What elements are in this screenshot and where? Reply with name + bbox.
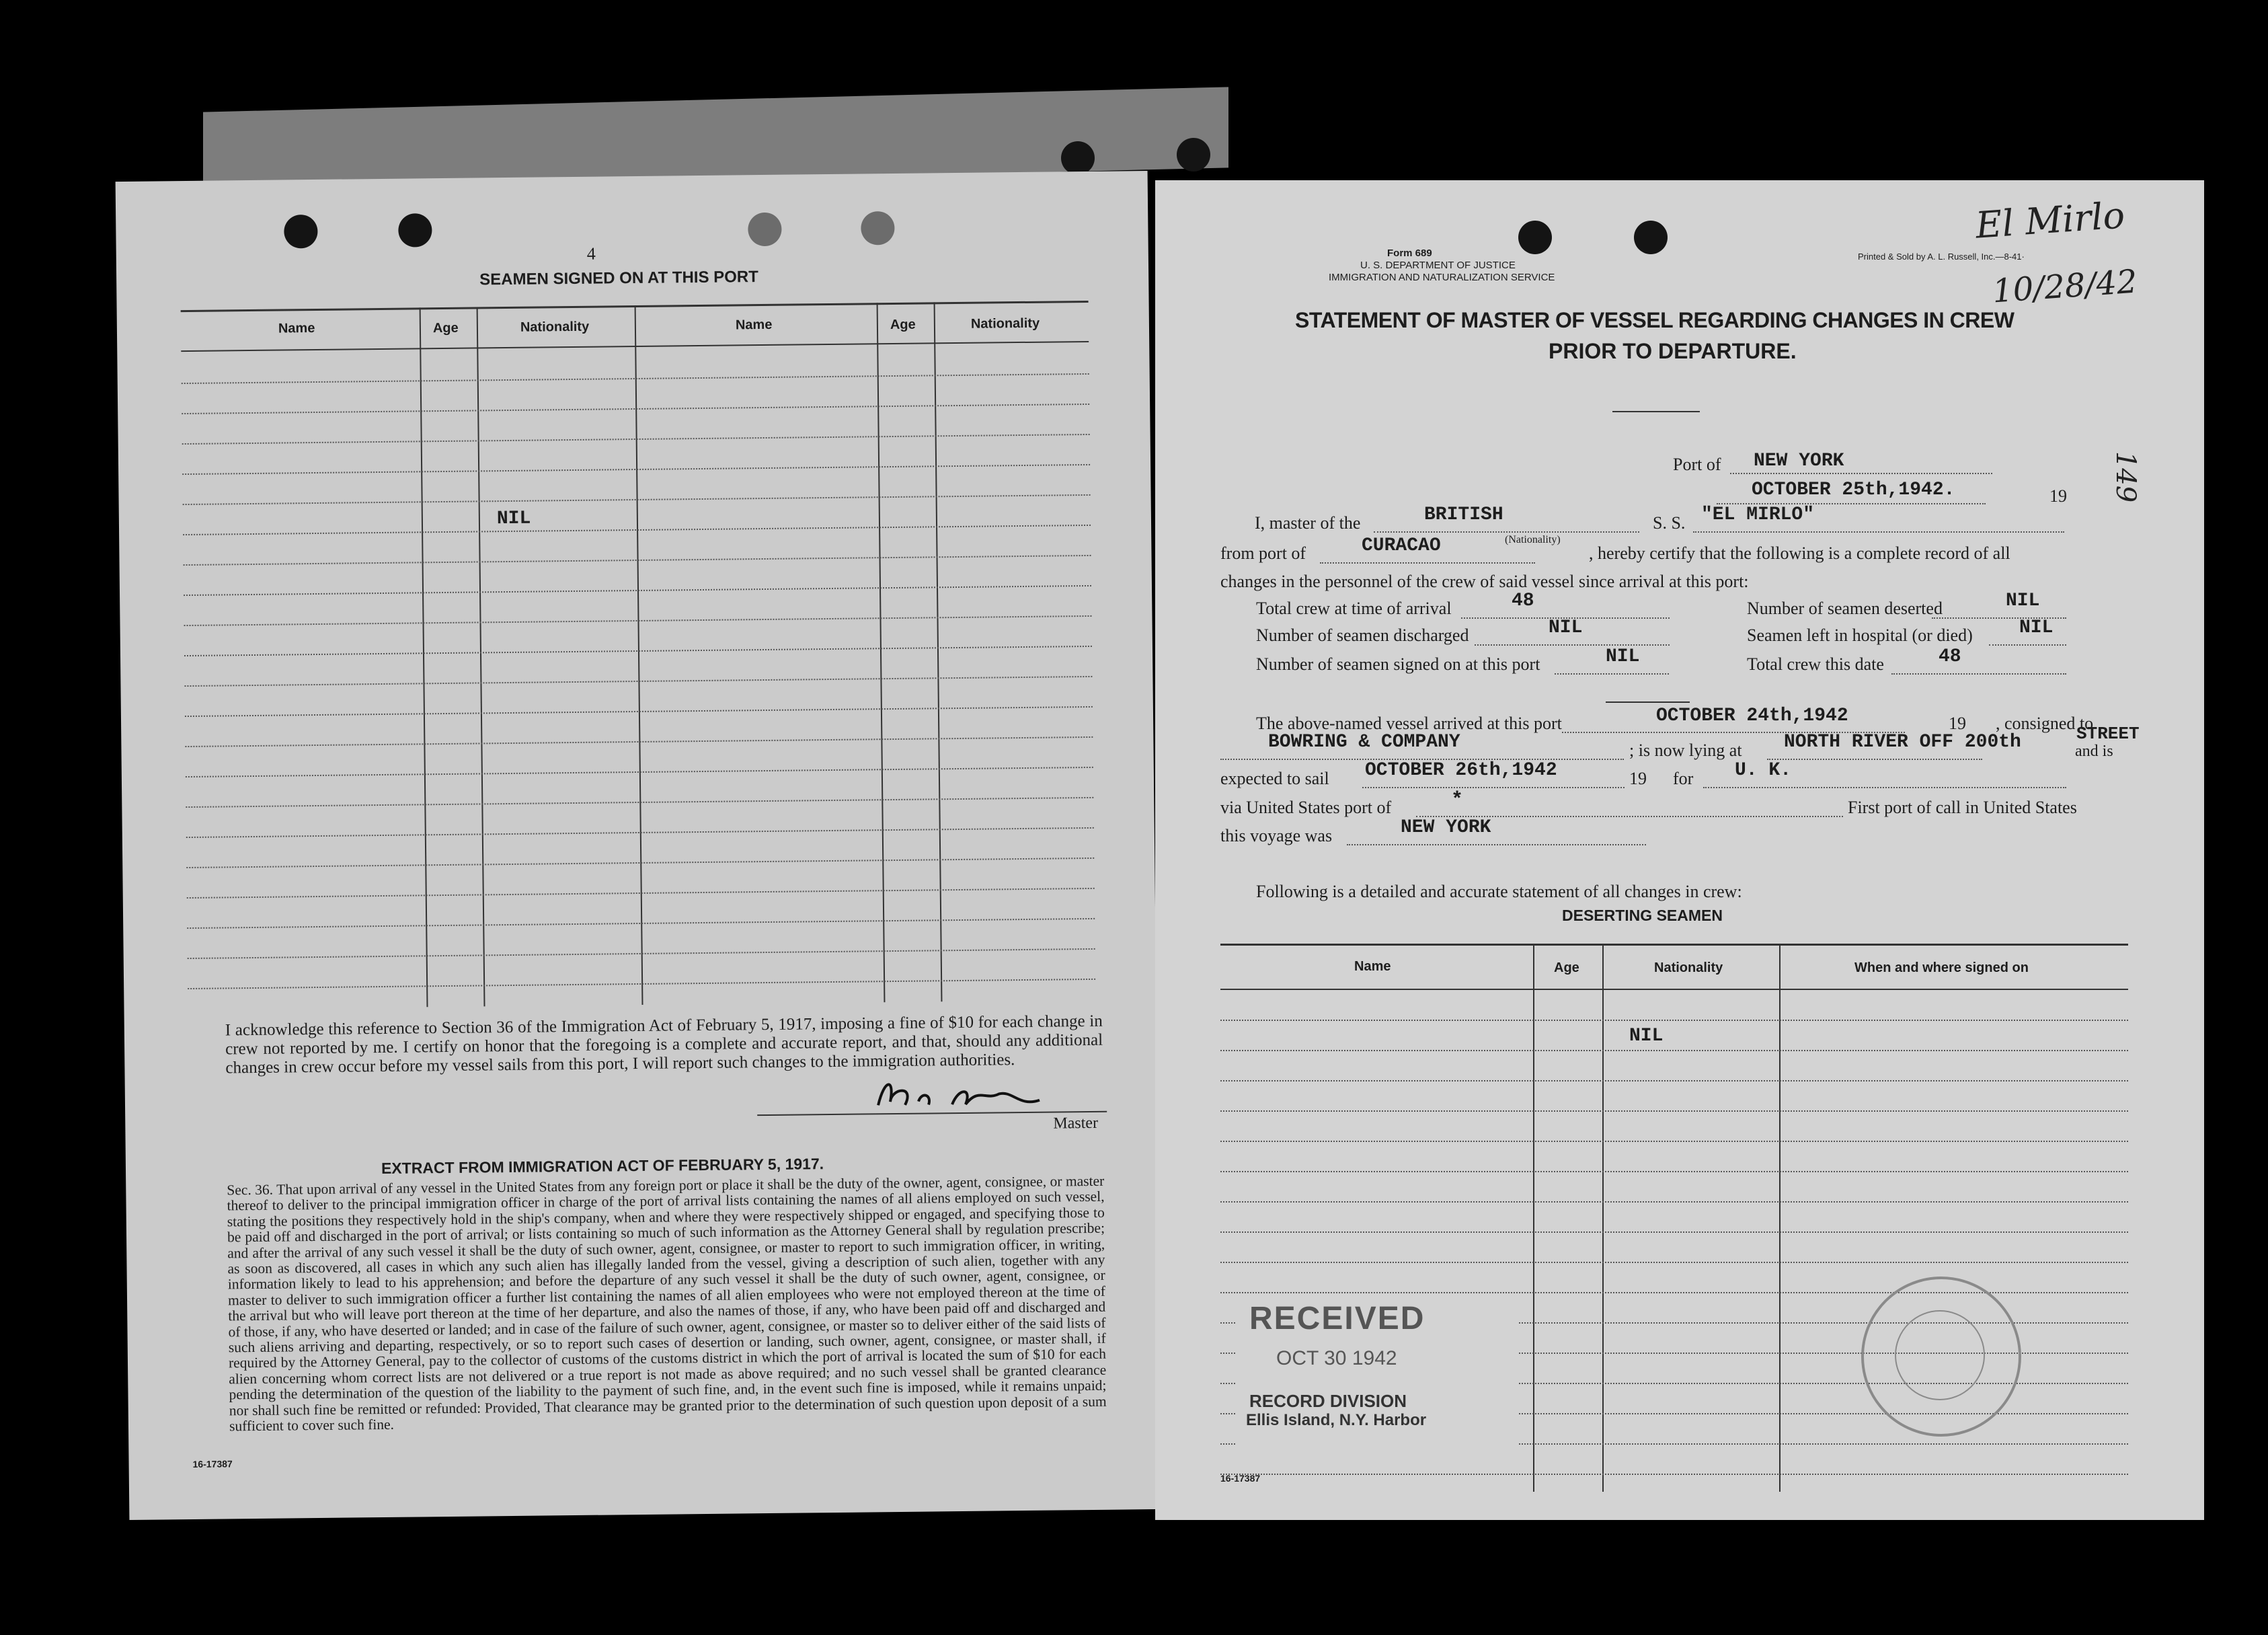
port-label: Port of (1673, 455, 1721, 474)
punch-hole (748, 213, 782, 247)
ship-name: "EL MIRLO" (1701, 504, 1815, 525)
department-name: U. S. DEPARTMENT OF JUSTICE (1360, 260, 1516, 271)
acknowledgement-text: I acknowledge this reference to Section 36 of the Immigration Act of February 5, 1917, imposing a fine of $10 for each change in crew not reported by me. I certify on honor that the foregoing is a complete and accurate report, and that, should any additional changes in crew occur before my vessel sails from this port, I will report such changes to the immigration authorities. (225, 1012, 1103, 1077)
stamp-division: RECORD DIVISION (1249, 1391, 1407, 1411)
lying-value: NORTH RIVER OFF 200th (1784, 732, 2021, 753)
column-header-nationality-2: Nationality (970, 315, 1040, 332)
left-page (116, 171, 1162, 1520)
port-value: NEW YORK (1754, 451, 1844, 471)
signed-on-label: Number of seamen signed on at this port (1256, 654, 1540, 674)
punch-hole (1518, 221, 1552, 254)
lying-label: ; is now lying at (1629, 740, 1742, 760)
arrived-label: The above-named vessel arrived at this port (1256, 714, 1562, 733)
nil-entry: NIL (1629, 1026, 1664, 1047)
stamp-place: Ellis Island, N.Y. Harbor (1246, 1411, 1427, 1429)
first-port-label: First port of call in United States (1848, 798, 2077, 817)
column-header-nationality: Nationality (1654, 960, 1723, 975)
form-title-line2: PRIOR TO DEPARTURE. (1549, 339, 1797, 363)
street-value: STREET (2076, 724, 2140, 744)
consignee-value: BOWRING & COMPANY (1268, 732, 1460, 753)
right-page (1155, 180, 2204, 1520)
expected-label: expected to sail (1220, 769, 1329, 788)
form-code: 16-17387 (192, 1458, 233, 1470)
punch-hole (1634, 221, 1668, 254)
column-header-when-where: When and where signed on (1854, 960, 2029, 975)
and-is-label: and is (2075, 743, 2113, 760)
punch-hole (398, 213, 432, 248)
discharged-value: NIL (1549, 617, 1583, 638)
year-prefix-2: 19 (1949, 714, 1966, 733)
via-value: * (1451, 789, 1464, 812)
column-header-name-2: Name (735, 317, 773, 333)
punch-hole (861, 211, 895, 245)
nil-entry: NIL (496, 508, 531, 530)
printer-credit: Printed & Sold by A. L. Russell, Inc.—8-41· (1858, 252, 2025, 262)
stamp-received: RECEIVED (1249, 1301, 1425, 1336)
master-of-label: I, master of the (1255, 513, 1361, 533)
signed-on-value: NIL (1606, 646, 1640, 667)
date-value: OCTOBER 25th,1942. (1752, 480, 1955, 500)
punch-hole (1177, 138, 1210, 172)
year-prefix: 19 (2049, 486, 2067, 506)
page-number: 4 (586, 243, 596, 264)
from-port-value: CURACAO (1362, 535, 1441, 556)
column-header-age: Age (1554, 960, 1579, 975)
via-label: via United States port of (1220, 798, 1392, 817)
voyage-label: this voyage was (1220, 826, 1333, 845)
certify-text-2: changes in the personnel of the crew of said vessel since arrival at this port: (1220, 572, 1749, 591)
consigned-label: , consigned to (1996, 714, 2094, 733)
stamp-date: OCT 30 1942 (1276, 1347, 1397, 1369)
service-name: IMMIGRATION AND NATURALIZATION SERVICE (1329, 272, 1555, 283)
extract-title: EXTRACT FROM IMMIGRATION ACT OF FEBRUARY 5, 1917. (381, 1155, 824, 1178)
deserted-value: NIL (2006, 591, 2040, 611)
handwritten-date: 10/28/42 (1991, 262, 2139, 311)
column-header-name: Name (1354, 959, 1391, 974)
nationality-value: BRITISH (1424, 504, 1503, 525)
page-title: SEAMEN SIGNED ON AT THIS PORT (479, 268, 759, 289)
deserting-seamen-title: DESERTING SEAMEN (1562, 907, 1723, 924)
total-crew-date-label: Total crew this date (1747, 654, 1884, 674)
for-value: U. K. (1735, 760, 1792, 781)
year-prefix-3: 19 (1629, 769, 1647, 788)
deserted-label: Number of seamen deserted (1747, 599, 1943, 618)
total-crew-arrival-label: Total crew at time of arrival (1256, 599, 1452, 618)
column-header-age: Age (432, 320, 459, 336)
punch-hole (284, 215, 318, 249)
certify-text-1: , hereby certify that the following is a complete record of all (1589, 543, 2010, 563)
following-text: Following is a detailed and accurate statement of all changes in crew: (1256, 882, 1742, 901)
handwritten-ship-name: El Mirlo (1974, 194, 2126, 247)
hospital-label: Seamen left in hospital (or died) (1747, 625, 1973, 645)
total-crew-date-value: 48 (1939, 646, 1961, 667)
column-header-age-2: Age (890, 317, 916, 333)
form-title-line1: STATEMENT OF MASTER OF VESSEL REGARDING CHANGES IN CREW (1295, 308, 2015, 332)
hospital-value: NIL (2019, 617, 2054, 638)
for-label: for (1673, 769, 1694, 788)
from-port-label: from port of (1220, 543, 1306, 563)
discharged-label: Number of seamen discharged (1256, 625, 1469, 645)
column-header-nationality: Nationality (520, 319, 590, 335)
expected-value: OCTOBER 26th,1942 (1365, 760, 1557, 781)
voyage-value: NEW YORK (1401, 817, 1491, 838)
handwritten-number: 149 (2110, 451, 2142, 503)
customs-seal-inner (1895, 1310, 1985, 1400)
form-number: Form 689 (1387, 248, 1432, 259)
master-signature (757, 1073, 1107, 1116)
received-stamp (1236, 1300, 1518, 1448)
column-header-name: Name (278, 320, 315, 336)
arrived-value: OCTOBER 24th,1942 (1656, 706, 1848, 726)
total-crew-arrival-value: 48 (1512, 591, 1534, 611)
extract-text: Sec. 36. That upon arrival of any vessel in the United States from any foreign port or place it shall be the duty of the owner, agent, consignee, or master thereof to deliver to the principal immigration officer in charge of the port of arrival lists containing the names of all aliens employed on such vessel, stating the positions they respectively hold in the ship's company, when and where they were respectively shipped or engaged, and specifying those to be paid off and discharged in the port of arrival; or lists containing so much of such information as the Attorney General shall by regulation prescribe; and after the arrival of any such vessel it shall be the duty of such owner, agent, consignee, or master to report to such immigration officer, in writing, as soon as discovered, all cases in which any such alien has illegally landed from the vessel, giving a description of such alien, together with any information likely to lead to his apprehension; and before the departure of any such vessel it shall be the duty of such owner, agent, consignee, or master to deliver to such immigration officer a further list containing the names of all alien employees who were not employed thereon at the time of the arrival but who will leave port thereon at the time of her departure, and also the names of those, if any, who have been paid off and discharged and of those, if any, who have deserted or landed; and in case of the failure of such owner, agent, consignee, or master so to deliver either of the said lists of such aliens arriving and departing, respectively, or so to report such cases of desertion or landing, such owner, agent, consignee, or master shall, if required by the Attorney General, pay to the collector of customs of the customs district in which the port of arrival is located the sum of $10 for each alien concerning whom correct lists are not delivered or a true report is not made as above required; and no such vessel shall be granted clearance pending the determination of the question of the liability to the payment of such fine, and, in the event such fine is imposed, while it remains unpaid; nor shall such fine be remitted or refunded: Provided, That clearance may be granted prior to the determination of such question upon deposit of a sum sufficient to cover such fine. (227, 1172, 1107, 1435)
nationality-label: (Nationality) (1505, 534, 1561, 545)
ss-label: S. S. (1653, 513, 1686, 533)
form-code: 16-17387 (1220, 1473, 1261, 1484)
punch-hole (1061, 141, 1095, 175)
master-label: Master (1053, 1114, 1099, 1133)
